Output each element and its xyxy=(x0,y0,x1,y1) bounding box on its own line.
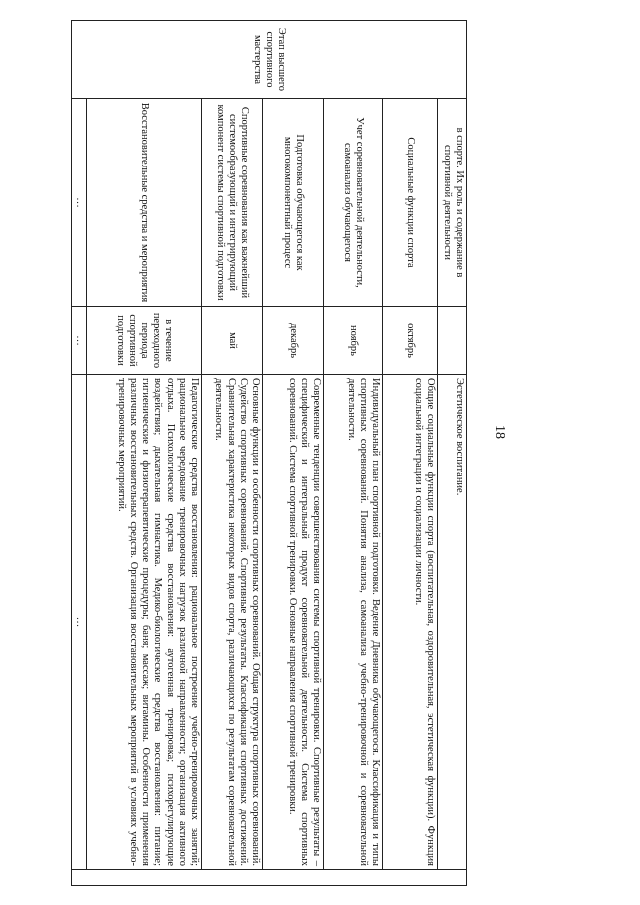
table-row xyxy=(324,21,383,886)
desc-cell: … xyxy=(71,375,86,870)
when-cell: ноябрь xyxy=(324,307,383,375)
table-row xyxy=(263,21,324,886)
program-table xyxy=(71,20,467,886)
desc-cell: Основные функции и особенности спортивных соревнований. Общая структура спортивных соревнований. Судейство спортивных соревнований. Спортивные результаты. Классификация спортивных достижений. Сравнительная характеристика некоторых видов спорта, различающихся по результатам соревновательной деятельности. xyxy=(202,375,263,870)
topic-cell: Подготовка обучающегося как многокомпонентный процесс xyxy=(263,99,324,307)
topic-cell: Восстановительные средства и мероприятия xyxy=(87,99,202,307)
stage-cell: Этап высшего спортивного мастерства xyxy=(71,21,466,99)
topic-cell: в спорте. Их роль и содержание в спортивной деятельности xyxy=(438,99,467,307)
when-cell: в течение переходного периода спортивной подготовки xyxy=(87,307,202,375)
topic-cell: Социальные функции спорта xyxy=(383,99,438,307)
table-row xyxy=(87,21,202,886)
when-cell xyxy=(438,307,467,375)
desc-cell: Педагогические средства восстановления: рациональное построение учебно-тренировочных занятий; рациональное чередование тренировочных нагрузок различной направленности; организация активного отдыха. Психологические средства восстановления: аутогенная тренировка; психорегулирующие воздействия; дыхательная гимнастика. Медико-биологические средства восстановления: питание; гигиенические и физиотерапевтические процедуры; баня; массаж; витамины. Особенности применения различных восстановительных средств. Организация восстановительных мероприятий в условиях учебно-тренировочных мероприятий. xyxy=(87,375,202,870)
when-cell: декабрь xyxy=(263,307,324,375)
table-row xyxy=(438,21,467,886)
when-cell: октябрь xyxy=(383,307,438,375)
topic-cell: Спортивные соревнования как важнейший системообразующий и интегрирующий компонент системы спортивной подготовки xyxy=(202,99,263,307)
table-row xyxy=(71,21,86,886)
table-row xyxy=(202,21,263,886)
page-number: 18 xyxy=(492,425,507,439)
desc-cell: Общие социальные функции спорта (воспитательная, оздоровительная, эстетическая функции). Функция социальной интеграции и социализации личности. xyxy=(383,375,438,870)
desc-cell: Эстетическое воспитание. xyxy=(438,375,467,870)
empty-column-cell xyxy=(71,870,466,886)
rotated-page xyxy=(72,20,467,885)
topic-cell: Учет соревновательной деятельности, самоанализ обучающегося xyxy=(324,99,383,307)
desc-cell: Индивидуальный план спортивной подготовки. Ведение Дневника обучающегося. Классификация и типы спортивных соревнований. Понятия анализа, самоанализа учебно-тренировочной и соревновательной деятельности. xyxy=(324,375,383,870)
when-cell: … xyxy=(71,307,86,375)
when-cell: май xyxy=(202,307,263,375)
table-row xyxy=(383,21,438,886)
topic-cell: … xyxy=(71,99,86,307)
desc-cell: Современные тенденции совершенствования системы спортивной тренировки. Спортивные результаты – специфический и интегральный продукт соревновательной деятельности. Система спортивных соревнований. Система спортивной тренировки. Основные направления спортивной тренировки. xyxy=(263,375,324,870)
